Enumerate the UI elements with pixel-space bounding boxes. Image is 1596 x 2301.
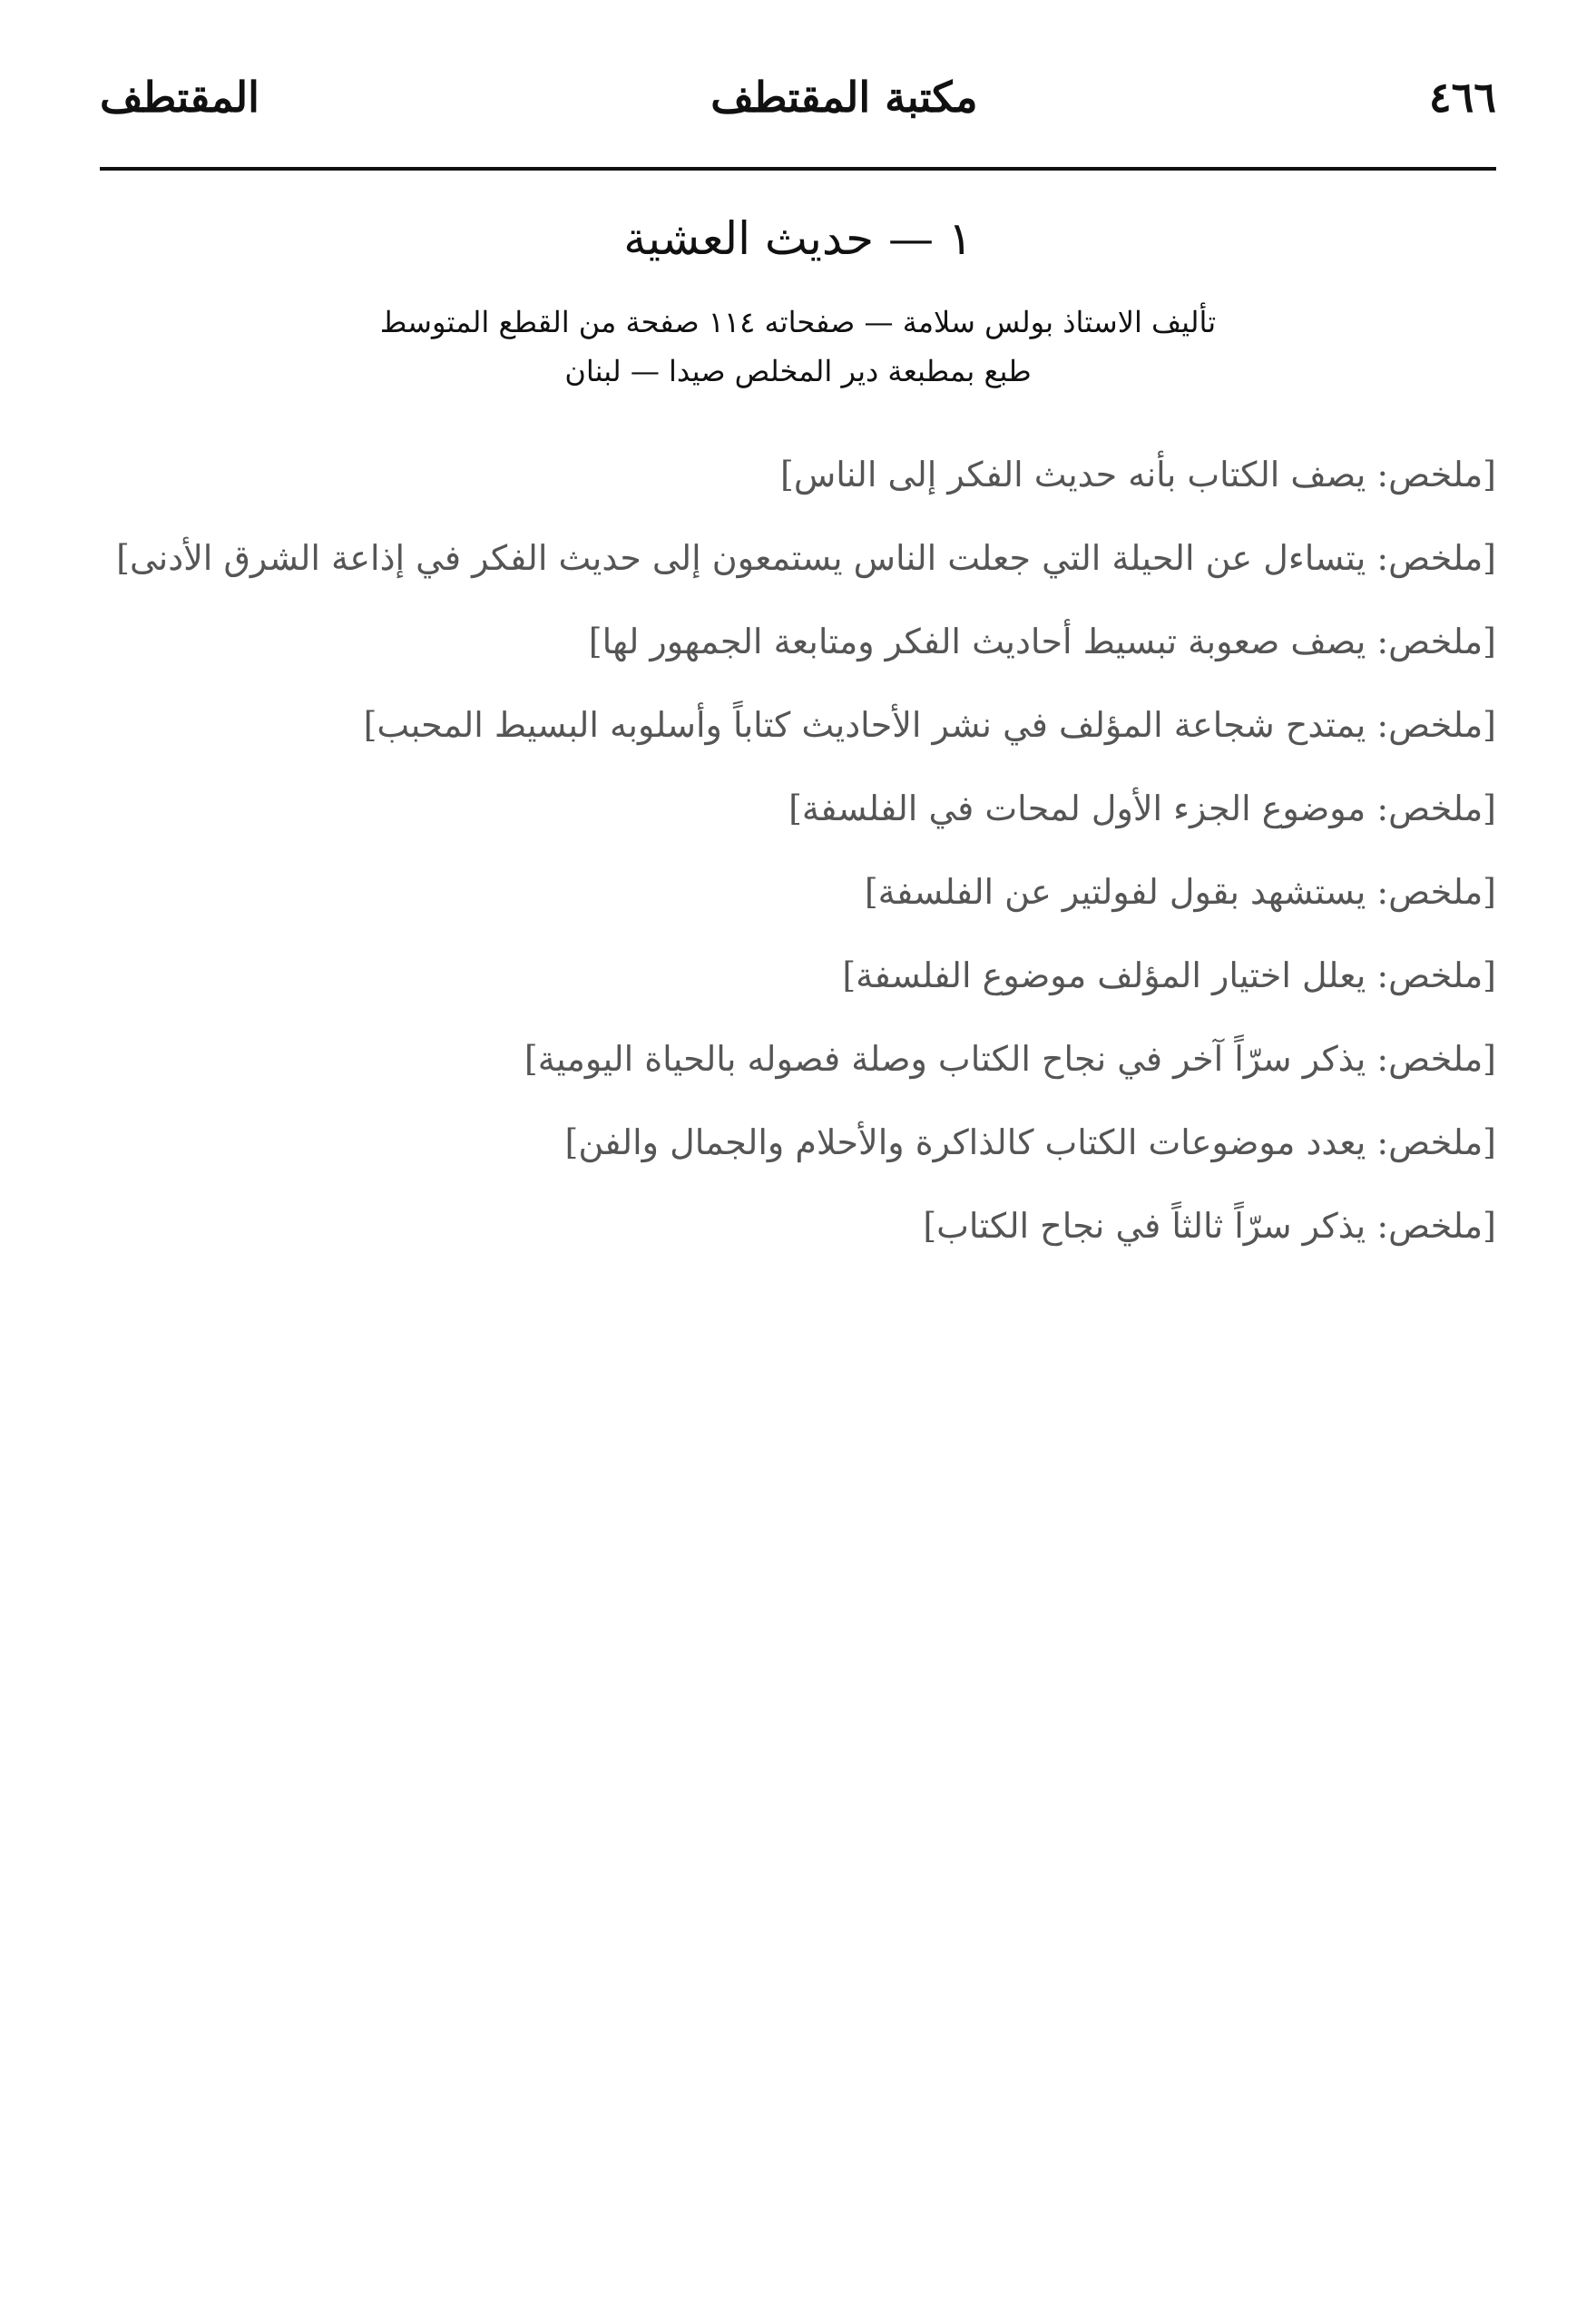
page-number: ٤٦٦ xyxy=(1428,73,1496,122)
header-rule xyxy=(100,167,1496,171)
paragraph: [ملخص: يتساءل عن الحيلة التي جعلت الناس يستمعون إلى حديث الفكر في إذاعة الشرق الأدنى] xyxy=(116,538,1496,578)
paragraph: [ملخص: يذكر سرّاً آخر في نجاح الكتاب وصلة فصوله بالحياة اليومية] xyxy=(524,1039,1496,1079)
paragraph: [ملخص: يعلل اختيار المؤلف موضوع الفلسفة] xyxy=(842,955,1496,995)
running-title: مكتبة المقتطف xyxy=(710,73,978,122)
paragraph: [ملخص: يعدد موضوعات الكتاب كالذاكرة والأحلام والجمال والفن] xyxy=(564,1122,1496,1162)
running-header xyxy=(100,73,1496,154)
paragraph: [ملخص: يذكر سرّاً ثالثاً في نجاح الكتاب] xyxy=(923,1206,1496,1246)
paragraph: [ملخص: يمتدح شجاعة المؤلف في نشر الأحاديث كتاباً وأسلوبه البسيط المحبب] xyxy=(363,705,1496,745)
paragraph: [ملخص: يصف الكتاب بأنه حديث الفكر إلى الناس] xyxy=(780,455,1496,494)
paragraph: [ملخص: موضوع الجزء الأول لمحات في الفلسفة] xyxy=(788,788,1496,828)
review-meta-printer: طبع بمطبعة دير المخلص صيدا — لبنان xyxy=(564,354,1032,388)
review-meta-author: تأليف الاستاذ بولس سلامة — صفحاته ١١٤ صفحة من القطع المتوسط xyxy=(379,305,1217,339)
paragraph: [ملخص: يصف صعوبة تبسيط أحاديث الفكر ومتابعة الجمهور لها] xyxy=(588,622,1496,661)
review-body xyxy=(100,445,1496,1256)
review-title: ١ — حديث العشية xyxy=(623,212,973,265)
paragraph: [ملخص: يستشهد بقول لفولتير عن الفلسفة] xyxy=(864,872,1496,912)
journal-name: المقتطف xyxy=(100,73,259,122)
